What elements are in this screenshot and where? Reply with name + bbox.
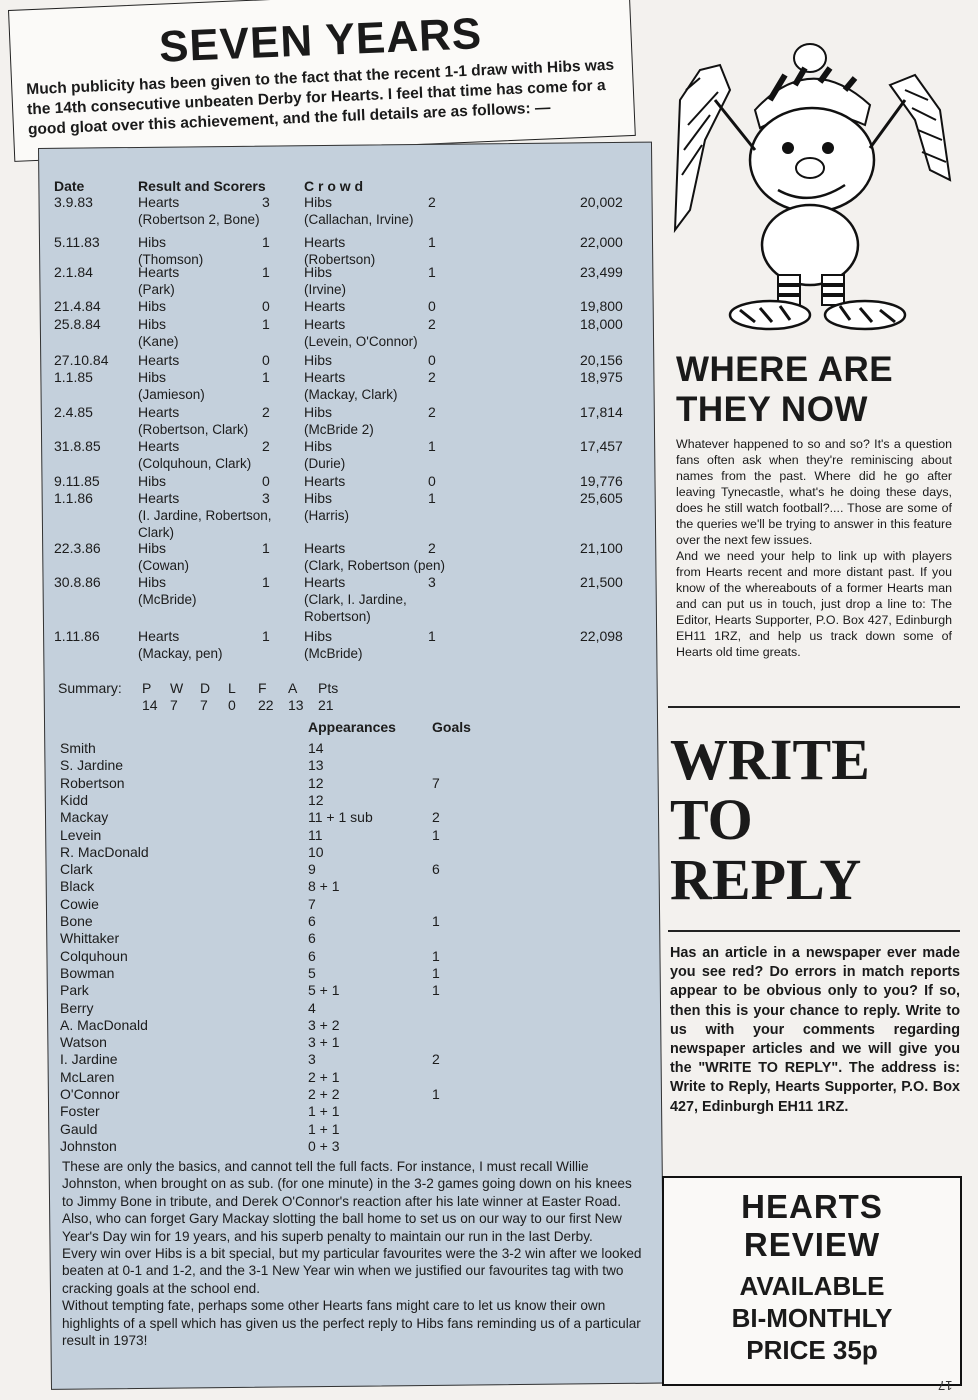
home-team: Hearts bbox=[138, 194, 180, 210]
away-score: 0 bbox=[428, 473, 436, 489]
player-name: Cowie bbox=[60, 895, 99, 912]
appearances-count: 6 bbox=[308, 913, 316, 929]
closing-text bbox=[62, 1158, 644, 1349]
review-line: HEARTS bbox=[741, 1188, 883, 1225]
match-date: 1.11.86 bbox=[54, 628, 100, 644]
player-name: Kidd bbox=[60, 791, 89, 808]
away-score: 2 bbox=[428, 316, 436, 332]
player-name: Levein bbox=[60, 826, 102, 843]
header-goals: Goals bbox=[432, 719, 471, 735]
closing-paragraph: Without tempting fate, perhaps some other Hearts fans might care to let us know their own highlights of a spell which has given us the perfect reply to Hibs fans reminding us of a particular result in 1973! bbox=[62, 1298, 641, 1349]
home-score: 1 bbox=[262, 540, 270, 556]
away-scorers: (Mackay, Clark) bbox=[304, 387, 398, 402]
away-scorers: (Harris) bbox=[304, 508, 349, 523]
heading-line: WHERE ARE bbox=[676, 350, 894, 389]
home-team: Hearts bbox=[138, 438, 180, 454]
home-team: Hearts bbox=[138, 352, 180, 368]
player-name: McLaren bbox=[60, 1068, 115, 1085]
match-date: 1.1.86 bbox=[54, 490, 93, 506]
away-team: Hearts bbox=[304, 234, 346, 250]
summary-value: 22 bbox=[258, 697, 274, 713]
appearances-count: 7 bbox=[308, 895, 316, 912]
goals-count: 2 bbox=[432, 809, 440, 826]
crowd-figure: 18,000 bbox=[580, 316, 623, 332]
header-appearances: Appearances bbox=[308, 719, 396, 735]
where-paragraph: And we need your help to link up with players from Hearts recent and more distant past. If you know of the whereabouts of a former Hearts man and can put us in touch, just drop a line to: The Editor, Hearts Supporter, P.O. Box 427, Edinburgh EH11 1RZ, and help us track down some of Hearts old time greats. bbox=[676, 549, 952, 659]
player-name: Gauld bbox=[60, 1120, 98, 1137]
summary-header: A bbox=[288, 680, 298, 696]
home-team: Hibs bbox=[138, 574, 167, 590]
crowd-figure: 19,800 bbox=[580, 298, 623, 314]
appearances-count: 13 bbox=[308, 757, 324, 774]
home-scorers: (Cowan) bbox=[138, 558, 190, 573]
summary-header: F bbox=[258, 680, 267, 696]
appearances-count: 4 bbox=[308, 999, 316, 1016]
away-score: 0 bbox=[428, 298, 436, 314]
player-name: I. Jardine bbox=[60, 1051, 118, 1068]
player-name: Robertson bbox=[60, 774, 125, 791]
summary-header: L bbox=[228, 680, 236, 696]
goals-count: 7 bbox=[432, 774, 440, 791]
goals-count: 1 bbox=[432, 964, 440, 981]
away-team: Hearts bbox=[304, 574, 346, 590]
crowd-figure: 21,500 bbox=[580, 574, 623, 590]
home-scorers: (McBride) bbox=[138, 592, 197, 607]
home-team: Hibs bbox=[138, 298, 167, 314]
home-team: Hibs bbox=[138, 316, 167, 332]
match-date: 31.8.85 bbox=[54, 438, 101, 454]
away-team: Hibs bbox=[304, 264, 333, 280]
home-score: 1 bbox=[262, 369, 270, 385]
player-name: A. MacDonald bbox=[60, 1016, 148, 1033]
away-score: 2 bbox=[428, 404, 436, 420]
player-name: Park bbox=[60, 982, 89, 999]
appearances-count: 1 + 1 bbox=[308, 1120, 340, 1137]
away-team: Hibs bbox=[304, 194, 333, 210]
appearances-count: 6 bbox=[308, 930, 316, 947]
away-scorers: (Clark, Robertson (pen) bbox=[304, 558, 446, 573]
closing-paragraph: These are only the basics, and cannot tell the full facts. For instance, I must recall Willie Johnston, when brought on as sub. (for one minute) in the 3-2 games going down on his knees to Jimmy Bone in tribute, and Derek O'Connor's reaction after his late winner at Easter Road. Also, who can forget Gary Mackay slotting the ball home to set us on our way to our first New Year's Day win for 19 years, and his superb penalty to maintain our run in the last Derby. bbox=[62, 1159, 632, 1244]
crowd-figure: 20,002 bbox=[580, 194, 623, 210]
where-are-they-now-body bbox=[676, 436, 952, 660]
heading-line: TO bbox=[670, 787, 753, 852]
appearances-count: 8 + 1 bbox=[308, 878, 340, 895]
crowd-figure: 20,156 bbox=[580, 352, 623, 368]
crowd-figure: 17,457 bbox=[580, 438, 623, 454]
player-name: Foster bbox=[60, 1103, 100, 1120]
crowd-figure: 23,499 bbox=[580, 264, 623, 280]
home-score: 0 bbox=[262, 298, 270, 314]
heading-line: WRITE bbox=[670, 727, 870, 792]
goals-count: 1 bbox=[432, 982, 440, 999]
home-scorers: (I. Jardine, Robertson, Clark) bbox=[138, 508, 272, 540]
appearances-count: 3 + 1 bbox=[308, 1034, 340, 1051]
away-scorers: (Irvine) bbox=[304, 282, 347, 297]
away-team: Hibs bbox=[304, 438, 333, 454]
match-date: 2.1.84 bbox=[54, 264, 93, 280]
review-line: AVAILABLE bbox=[739, 1271, 885, 1301]
crowd-figure: 25,605 bbox=[580, 490, 623, 506]
write-to-reply-heading bbox=[670, 727, 960, 912]
home-score: 1 bbox=[262, 316, 270, 332]
away-scorers: (Levein, O'Connor) bbox=[304, 334, 418, 349]
where-are-they-now-heading bbox=[676, 350, 956, 430]
home-score: 2 bbox=[262, 438, 270, 454]
player-name: Watson bbox=[60, 1034, 107, 1051]
header-date: Date bbox=[54, 178, 85, 194]
home-score: 1 bbox=[262, 234, 270, 250]
home-score: 0 bbox=[262, 352, 270, 368]
match-date: 25.8.84 bbox=[54, 316, 101, 332]
home-team: Hibs bbox=[138, 540, 167, 556]
match-date: 27.10.84 bbox=[54, 352, 109, 368]
away-score: 1 bbox=[428, 490, 436, 506]
goals-count: 1 bbox=[432, 947, 440, 964]
away-scorers: (Durie) bbox=[304, 456, 346, 471]
home-score: 1 bbox=[262, 628, 270, 644]
home-team: Hearts bbox=[138, 628, 180, 644]
crowd-figure: 17,814 bbox=[580, 404, 623, 420]
player-name: Berry bbox=[60, 999, 94, 1016]
player-name: Whittaker bbox=[60, 930, 120, 947]
home-team: Hearts bbox=[138, 490, 180, 506]
home-team: Hearts bbox=[138, 264, 180, 280]
match-date: 5.11.83 bbox=[54, 234, 100, 250]
appearances-count: 3 + 2 bbox=[308, 1016, 340, 1033]
summary-value: 13 bbox=[288, 697, 304, 713]
away-scorers: (Clark, I. Jardine, Robertson) bbox=[304, 592, 407, 624]
appearances-count: 6 bbox=[308, 947, 316, 964]
match-date: 2.4.85 bbox=[54, 404, 93, 420]
crowd-figure: 21,100 bbox=[580, 540, 623, 556]
player-name: R. MacDonald bbox=[60, 843, 149, 860]
header-result: Result and Scorers bbox=[138, 178, 266, 194]
home-team: Hibs bbox=[138, 234, 167, 250]
crowd-figure: 18,975 bbox=[580, 369, 623, 385]
appearances-count: 5 + 1 bbox=[308, 982, 340, 999]
heading-line: THEY NOW bbox=[676, 390, 868, 429]
home-score: 3 bbox=[262, 490, 270, 506]
heading-line: REPLY bbox=[670, 847, 862, 912]
player-name: Smith bbox=[60, 740, 96, 756]
away-score: 1 bbox=[428, 628, 436, 644]
home-score: 0 bbox=[262, 473, 270, 489]
away-team: Hearts bbox=[304, 473, 346, 489]
write-to-reply-body: Has an article in a newspaper ever made you see red? Do errors in match reports appear to be obvious only to you? If so, then this is your chance to reply. Write to us with your comments regarding newspaper articles and we will give you the "WRITE TO REPLY". The address is: Write to Reply, Hearts Supporter, P.O. Box 427, Edinburgh EH11 1RZ. bbox=[670, 945, 960, 1115]
home-team: Hearts bbox=[138, 404, 180, 420]
home-team: Hibs bbox=[138, 473, 167, 489]
header-crowd: C r o w d bbox=[304, 178, 364, 194]
away-team: Hearts bbox=[304, 540, 346, 556]
player-name: Colquhoun bbox=[60, 947, 128, 964]
summary-value: 7 bbox=[200, 697, 208, 713]
summary-value: 14 bbox=[142, 697, 158, 713]
player-name: Bone bbox=[60, 913, 93, 929]
hearts-review-advert bbox=[662, 1176, 962, 1386]
away-score: 1 bbox=[428, 264, 436, 280]
crowd-figure: 22,098 bbox=[580, 628, 623, 644]
away-score: 2 bbox=[428, 194, 436, 210]
summary-value: 7 bbox=[170, 697, 178, 713]
fan-cartoon-illustration bbox=[660, 30, 960, 340]
away-team: Hibs bbox=[304, 490, 333, 506]
goals-count: 6 bbox=[432, 861, 440, 878]
home-scorers: (Jamieson) bbox=[138, 387, 205, 402]
away-score: 0 bbox=[428, 352, 436, 368]
title-banner bbox=[8, 0, 636, 162]
summary-header: W bbox=[170, 680, 184, 696]
match-date: 9.11.85 bbox=[54, 473, 100, 489]
goals-count: 1 bbox=[432, 1086, 440, 1102]
appearances-count: 2 + 2 bbox=[308, 1086, 340, 1102]
player-name: S. Jardine bbox=[60, 757, 124, 774]
summary-value: 0 bbox=[228, 697, 236, 713]
goals-count: 1 bbox=[432, 826, 440, 843]
player-name: Clark bbox=[60, 861, 93, 878]
home-scorers: (Robertson, Clark) bbox=[138, 422, 249, 437]
review-line: BI-MONTHLY bbox=[731, 1303, 893, 1333]
player-name: Bowman bbox=[60, 964, 115, 981]
home-scorers: (Park) bbox=[138, 282, 175, 297]
summary-label: Summary: bbox=[58, 680, 122, 696]
home-scorers: (Mackay, pen) bbox=[138, 646, 223, 661]
review-line: REVIEW bbox=[743, 1226, 881, 1263]
away-score: 2 bbox=[428, 369, 436, 385]
crowd-figure: 19,776 bbox=[580, 473, 623, 489]
appearances-count: 10 bbox=[308, 843, 324, 860]
divider bbox=[668, 930, 960, 932]
player-name: Black bbox=[60, 878, 95, 895]
crowd-figure: 22,000 bbox=[580, 234, 623, 250]
divider bbox=[668, 706, 960, 708]
intro-text: Much publicity has been given to the fact that the recent 1-1 draw with Hibs was the 14th consecutive unbeaten Derby for Hearts. I feel that time has come for a good gloat over this achievement, and the full details are as follows: — bbox=[26, 56, 615, 139]
home-score: 3 bbox=[262, 194, 270, 210]
goals-count: 2 bbox=[432, 1051, 440, 1068]
summary-header: Pts bbox=[318, 680, 339, 696]
away-scorers: (McBride) bbox=[304, 646, 363, 661]
home-team: Hibs bbox=[138, 369, 167, 385]
summary-value: 21 bbox=[318, 697, 334, 713]
player-name: Johnston bbox=[60, 1137, 117, 1154]
home-scorers: (Robertson 2, Bone) bbox=[138, 212, 260, 227]
away-score: 1 bbox=[428, 234, 436, 250]
appearances-count: 12 bbox=[308, 774, 324, 791]
away-score: 2 bbox=[428, 540, 436, 556]
home-scorers: (Thomson) bbox=[138, 252, 204, 267]
match-date: 21.4.84 bbox=[54, 298, 101, 314]
closing-paragraph: Every win over Hibs is a bit special, but my particular favourites were the 3-2 win after we looked beaten at 0-1 and 1-2, and the 3-1 New Year win when we justified our favourites tag with two cracking goals at the school end. bbox=[62, 1246, 642, 1296]
home-scorers: (Colquhoun, Clark) bbox=[138, 456, 252, 471]
away-scorers: (Callachan, Irvine) bbox=[304, 212, 414, 227]
away-score: 1 bbox=[428, 438, 436, 454]
away-scorers: (McBride 2) bbox=[304, 422, 374, 437]
away-team: Hibs bbox=[304, 628, 333, 644]
appearances-count: 11 + 1 sub bbox=[308, 809, 373, 826]
home-score: 2 bbox=[262, 404, 270, 420]
home-scorers: (Kane) bbox=[138, 334, 179, 349]
away-team: Hibs bbox=[304, 404, 333, 420]
appearances-count: 0 + 3 bbox=[308, 1137, 340, 1154]
appearances-count: 3 bbox=[308, 1051, 316, 1068]
page-title: SEVEN YEARS bbox=[158, 9, 484, 72]
appearances-count: 1 + 1 bbox=[308, 1103, 340, 1120]
review-line: PRICE 35p bbox=[746, 1335, 878, 1365]
appearances-count: 5 bbox=[308, 964, 316, 981]
home-score: 1 bbox=[262, 574, 270, 590]
away-team: Hearts bbox=[304, 298, 346, 314]
away-team: Hearts bbox=[304, 316, 346, 332]
away-scorers: (Robertson) bbox=[304, 252, 376, 267]
summary-header: D bbox=[200, 680, 211, 696]
appearances-count: 2 + 1 bbox=[308, 1068, 340, 1085]
home-score: 1 bbox=[262, 264, 270, 280]
appearances-count: 11 bbox=[308, 826, 323, 843]
match-date: 22.3.86 bbox=[54, 540, 101, 556]
away-team: Hearts bbox=[304, 369, 346, 385]
match-date: 30.8.86 bbox=[54, 574, 101, 590]
away-team: Hibs bbox=[304, 352, 333, 368]
appearances-count: 9 bbox=[308, 861, 316, 878]
player-name: O'Connor bbox=[60, 1086, 120, 1102]
player-name: Mackay bbox=[60, 809, 109, 826]
where-paragraph: Whatever happened to so and so? It's a question fans often ask when they're reminiscing about names from the past. Where did he go after leaving Tynecastle, what's he doing these days, does he still watch football?.... Those are some of the queries we'll be trying to answer in this feature over the next few issues. bbox=[676, 437, 952, 547]
summary-header: P bbox=[142, 680, 152, 696]
match-date: 3.9.83 bbox=[54, 194, 93, 210]
appearances-count: 14 bbox=[308, 740, 324, 756]
away-score: 3 bbox=[428, 574, 436, 590]
match-date: 1.1.85 bbox=[54, 369, 93, 385]
goals-count: 1 bbox=[432, 913, 440, 929]
appearances-count: 12 bbox=[308, 791, 324, 808]
page-number: 17 bbox=[938, 1378, 953, 1393]
